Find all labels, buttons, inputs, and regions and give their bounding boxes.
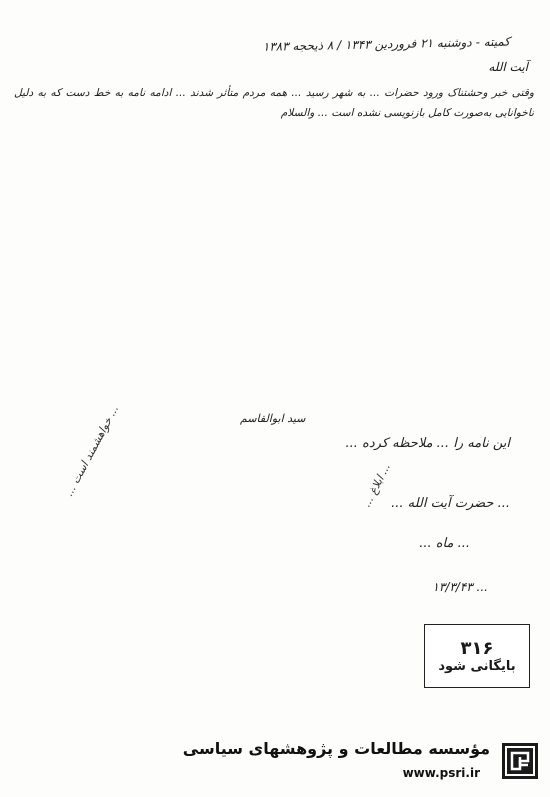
endorsement-line-1: این نامه را ... ملاحظه کرده ...: [345, 436, 510, 451]
endorsement-line-2: ... حضرت آیت الله ...: [391, 496, 510, 511]
organization-name: مؤسسه مطالعات و پژوهشهای سیاسی: [182, 739, 490, 758]
website-url: www.psri.ir: [402, 766, 480, 780]
footer: [0, 733, 550, 797]
letter-body: [14, 84, 534, 456]
archive-stamp: [424, 624, 530, 688]
stamp-label: بایگانی شود: [438, 659, 516, 674]
stamp-number: ۳۱۶: [460, 638, 494, 659]
date-header: کمیته - دوشنبه ۲۱ فروردین ۱۳۴۳ / ۸ ذیحجه ۱۳۸۳: [262, 34, 511, 54]
addressee: آیت الله: [488, 60, 528, 74]
letter-text: وقتی خبر وحشتناک ورود حضرات ... به شهر رسید ... همه مردم متأثر شدند ... ادامه نامه به خط دست که به دلیل ناخوانایی به‌صورت کامل بازنویسی نشده است ... والسلام: [14, 87, 534, 119]
institute-logo-icon: [502, 743, 538, 779]
margin-note-2: ... ابلاغ ...: [359, 461, 394, 510]
margin-note-1: ... خواهشمند است ...: [62, 402, 122, 499]
endorsement-date: ... ۱۳/۳/۴۳: [432, 580, 488, 594]
signature-1: سید ابوالقاسم: [240, 412, 306, 425]
endorsement-line-3: ... ماه ...: [419, 536, 470, 551]
